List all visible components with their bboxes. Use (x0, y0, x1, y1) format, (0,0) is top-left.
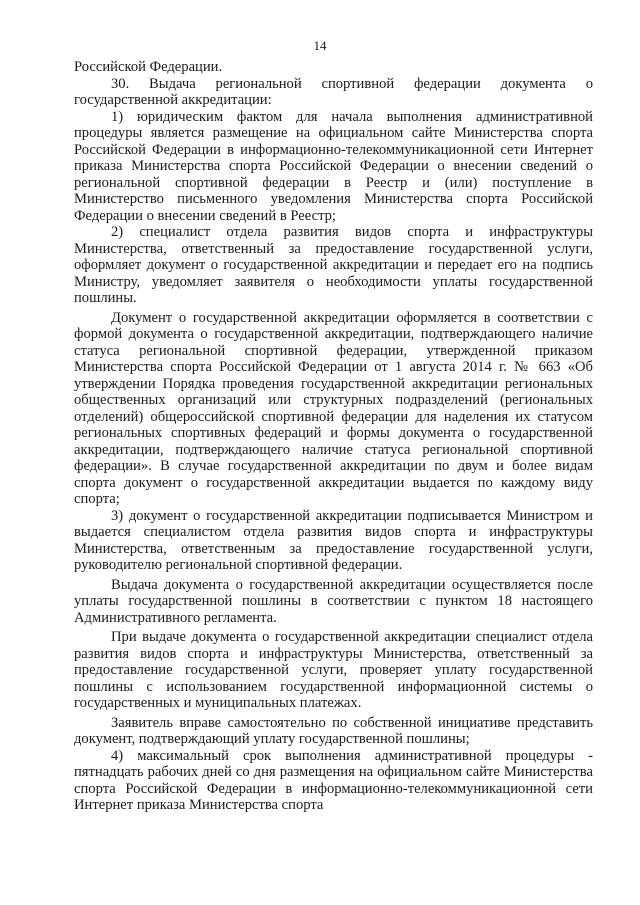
paragraph-continuation: Российской Федерации. (74, 59, 223, 75)
paragraph-applicant-right: Заявитель вправе самостоятельно по собственной инициативе представить документ, подтверждающий уплату государственной пошлины; (74, 714, 593, 747)
paragraph-issuance: Выдача документа о государственной аккредитации осуществляется после уплаты государственной пошлины в соответствии с пунктом 18 настоящего Административного регламента. (74, 576, 593, 626)
paragraph-subitem-3: 3) документ о государственной аккредитации подписывается Министром и выдается специалистом отдела развития видов спорта и инфраструктуры Министерства, ответственным за предоставление государственной услуги, руководителю региональной спортивной федерации. (74, 507, 593, 573)
paragraph-subitem-1: 1) юридическим фактом для начала выполнения административной процедуры является размещение на официальном сайте Министерства спорта Российской Федерации в информационно-телекоммуникационной сети Интернет приказа Министерства спорта Российской Федерации о внесении сведений о региональной спортивной федерации в Реестр и (или) поступление в Министерство письменного уведомления Министерства спорта Российской Федерации о внесении сведений в Реестр; (74, 108, 593, 224)
paragraph-item-30: 30. Выдача региональной спортивной федерации документа о государственной аккредитации: (74, 75, 593, 108)
paragraph-fee-check: При выдаче документа о государственной аккредитации специалист отдела развития видов спорта и инфраструктуры Министерства, ответственный за предоставление государственной услуги, проверяет уплату государственной пошлины с использованием государственной информационной системы о государственных и муниципальных платежах. (74, 629, 593, 711)
document-body (74, 59, 593, 814)
page-number: 14 (313, 38, 327, 53)
paragraph-document-form: Документ о государственной аккредитации оформляется в соответствии с формой документа о государственной аккредитации, подтверждающего наличие статуса региональной спортивной федерации, утвержденной приказом Министерства спорта Российской Федерации от 1 августа 2014 г. № 663 «Об утверждении Порядка проведения государственной аккредитации региональных общественных организаций или структурных подразделений (региональных отделений) общероссийской спортивной федерации для наделения их статусом региональных спортивных федераций и формы документа о государственной аккредитации, подтверждающего наличие статуса региональной спортивной федерации». В случае государственной аккредитации по двум и более видам спорта документ о государственной аккредитации выдается по каждому виду спорта; (74, 309, 593, 507)
paragraph-subitem-2: 2) специалист отдела развития видов спорта и инфраструктуры Министерства, ответственный за предоставление государственной услуги, оформляет документ о государственной аккредитации и передает его на подпись Министру, уведомляет заявителя о необходимости уплаты государственной пошлины. (74, 224, 593, 306)
paragraph-subitem-4: 4) максимальный срок выполнения административной процедуры - пятнадцать рабочих дней со дня размещения на официальном сайте Министерства спорта Российской Федерации в информационно-телекоммуникационной сети Интернет приказа Министерства спорта (74, 747, 593, 813)
